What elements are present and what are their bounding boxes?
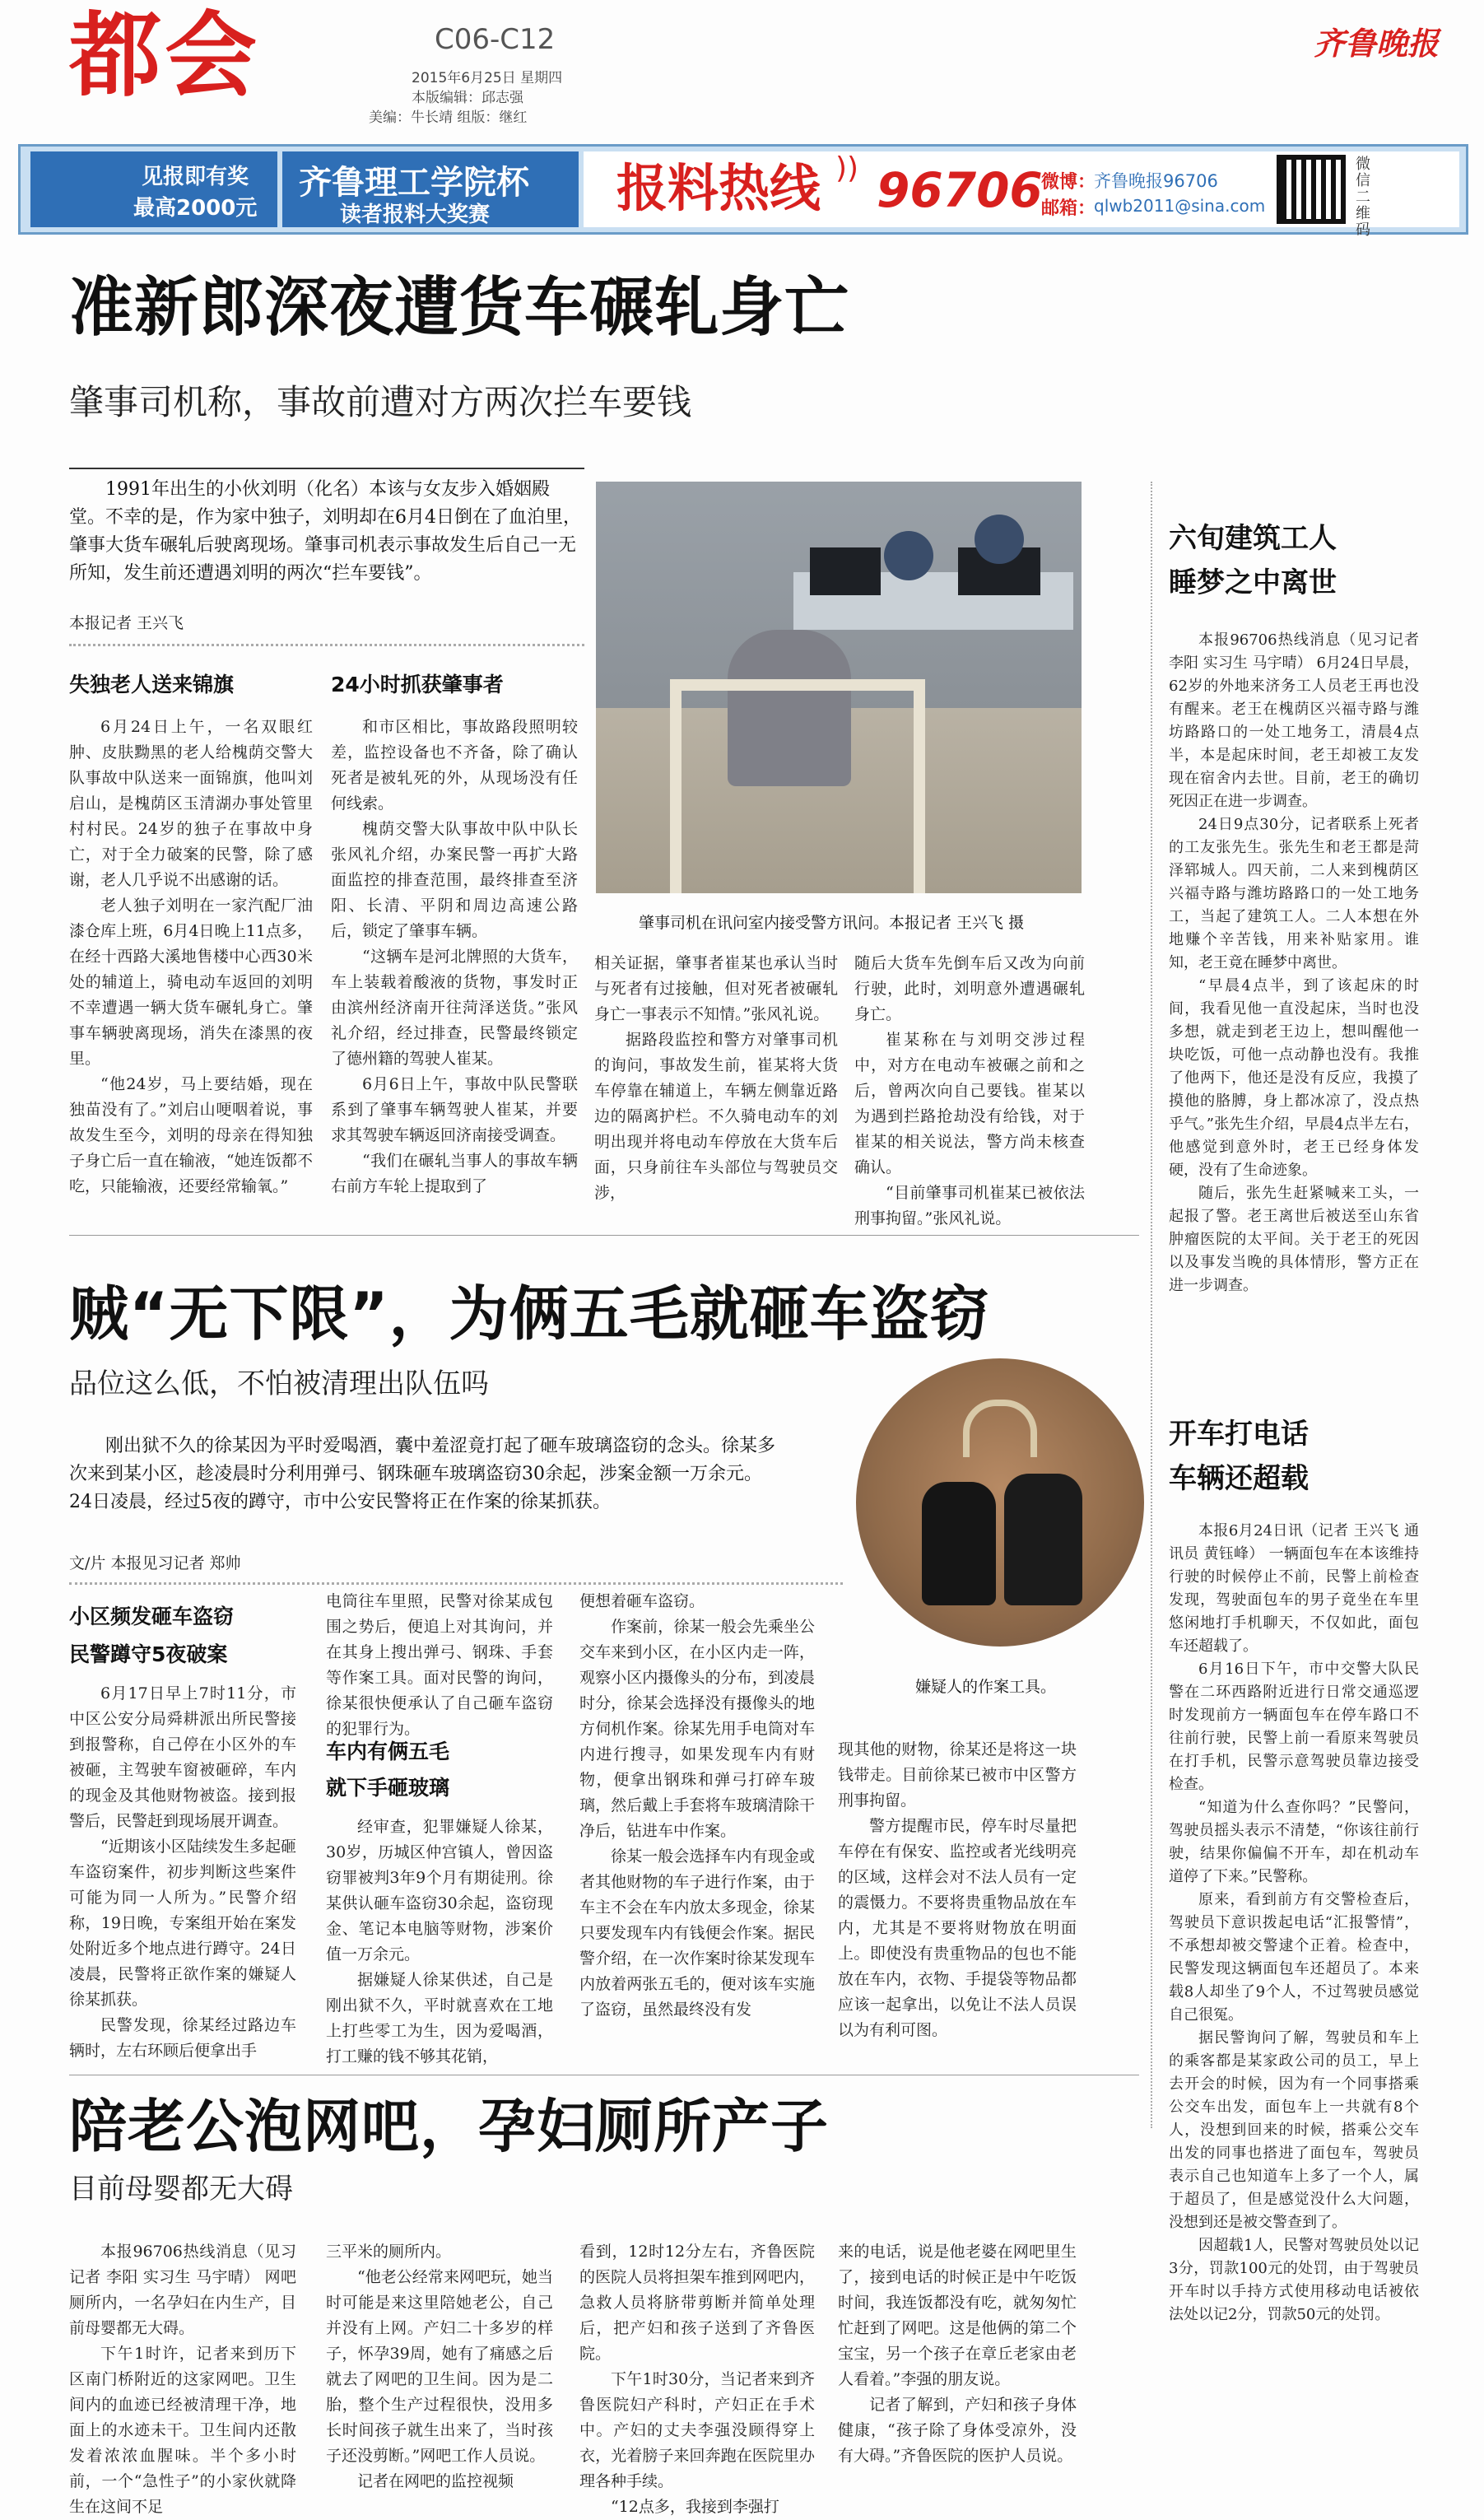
paragraph: 据民警询问了解，驾驶员和车上的乘客都是某家政公司的员工，早上去开会的时候，因为有一个同事搭乘公交车出发，面包车上一共就有8个人，没想到回来的时候，搭乘公交车出发的同事也搭进了面包车，驾驶员表示自己也知道车上多了一个人，属于超员了，但是感觉没什么大问题，没想到还是被交警查到了。 (1169, 2029, 1419, 2231)
story3-byline-rule (69, 1582, 843, 1585)
paragraph: 6月6日上午，事故中队民警联系到了肇事车辆驾驶人崔某，并要求其驾驶车辆返回济南接受调查。 (331, 1075, 578, 1144)
story4-headline-2: 车辆还超载 (1169, 1462, 1309, 1495)
prize-line-1: 见报即有奖 (142, 165, 249, 189)
paragraph: 便想着砸车盗窃。 (579, 1592, 705, 1610)
story3-col2 (326, 1589, 553, 1745)
story1-byline-rule (69, 644, 584, 646)
story5-col4 (838, 2239, 1077, 2503)
paragraph: “他24岁，马上要结婚，现在独苗没有了。”刘启山哽咽着说，事故发生至今，刘明的母亲在得知独子身亡后一直在输液，“她连饭都不吃，只能输液，还要经常输氧。” (69, 1075, 313, 1195)
paragraph: 下午1时30分，当记者来到齐鲁医院妇产科时，产妇正在手术中。产妇的丈夫李强没顾得穿上衣，光着膀子来回奔跑在医院里办理各种手续。 (579, 2370, 815, 2490)
paragraph: 因超载1人，民警对驾驶员处以记3分，罚款100元的处罚，由于驾驶员开车时以手持方式使用移动电话被依法处以记2分，罚款50元的处罚。 (1169, 2237, 1419, 2323)
paragraph: 经审查，犯罪嫌疑人徐某，30岁，历城区仲宫镇人，曾因盗窃罪被判3年9个月有期徒刑。徐某供认砸车盗窃30余起，盗窃现金、笔记本电脑等财物，涉案价值一万余元。 (326, 1818, 553, 1963)
story1-col4 (854, 951, 1085, 1227)
story3-lead: 刚出狱不久的徐某因为平时爱喝酒，囊中羞涩竟打起了砸车玻璃盗窃的念头。徐某多次来到某小区，趁凌晨时分利用弹弓、钢珠砸车玻璃盗窃30余起，涉案金额一万余元。24日凌晨，经过5夜的蹲守，市中公安民警将正在作案的徐某抓获。 (69, 1436, 776, 1512)
prize-box (30, 151, 277, 227)
story1-sub2: 24小时抓获肇事者 (331, 673, 504, 696)
paragraph: 三平米的厕所内。 (326, 2243, 452, 2261)
story1-byline: 本报记者 王兴飞 (69, 614, 184, 632)
story5-col3 (579, 2239, 815, 2516)
officer-1 (884, 531, 933, 580)
story3-deck: 品位这么低，不怕被清理出队伍吗 (69, 1367, 489, 1400)
paragraph: 6月16日下午，市中交警大队民警在二环西路附近进行日常交通巡逻时发现前方一辆面包车在停车路口不往前行驶，民警上前一看原来驾驶员在打手机，民警示意驾驶员靠边接受检查。 (1169, 1661, 1419, 1793)
paragraph: 本报96706热线消息（见习记者 李阳 实习生 马宇晴） 6月24日早晨，62岁的外地来济务工人员老王再也没有醒来。老王在槐荫区兴福寺路与潍坊路路口的一处工地务工，清晨4点半，本是起床时间，老王却被工友发现在宿舍内去世。目前，老王的确切死因正在进一步调查。 (1169, 631, 1419, 810)
paragraph: 6月17日早上7时11分，市中区公安分局舜耕派出所民警接到报警称，自己停在小区外的车被砸，主驾驶车窗被砸碎，车内的现金及其他财物被盗。接到报警后，民警赶到现场展开调查。 (69, 1684, 296, 1830)
qr-code-icon (1277, 155, 1346, 224)
story1-col1 (69, 715, 313, 1195)
paragraph: 据嫌疑人徐某供述，自己是刚出狱不久，平时就喜欢在工地上打些零工为生，因为爱喝酒，打工赚的钱不够其花销， (326, 1971, 553, 2066)
story1-deck: 肇事司机称，事故前遭对方两次拦车要钱 (69, 382, 692, 422)
paragraph: 老人独子刘明在一家汽配厂油漆仓库上班，6月4日晚上11点多，在经十西路大溪地售楼中心西30米处的辅道上，骑电动车返回的刘明不幸遭遇一辆大货车碾轧身亡。肇事车辆驶离现场，消失在漆黑的夜里。 (69, 897, 313, 1068)
story1-col2 (331, 715, 578, 1195)
paragraph: “近期该小区陆续发生多起砸车盗窃案件，初步判断这些案件可能为同一人所为。”民警介绍称，19日晚，专案组开始在案发处附近多个地点进行蹲守。24日凌晨，民警将正欲作案的嫌疑人徐某抓获。 (69, 1838, 296, 2009)
page-range: C06-C12 (435, 23, 556, 56)
monitor-left (810, 547, 881, 595)
paragraph: 随后大货车先倒车后又改为向前行驶，此时，刘明意外遭遇碾轧身亡。 (854, 954, 1085, 1023)
section-title: 都会 (69, 2, 260, 109)
signal-icon: )) (835, 151, 859, 185)
story3-top-rule (69, 1235, 1139, 1236)
paragraph: “他老公经常来网吧玩，她当时可能是来这里陪她老公，自己并没有上网。产妇二十多岁的样子，怀孕39周，她有了痛感之后就去了网吧的卫生间。因为是二胎，整个生产过程很快，没用多长时间孩子就生出来了，当时孩子还没剪断。”网吧工作人员说。 (326, 2268, 553, 2465)
story2-body (1169, 629, 1419, 1362)
story5-headline: 陪老公泡网吧，孕妇厕所产子 (69, 2093, 829, 2160)
issue-date: 2015年6月25日 星期四 (412, 70, 563, 86)
paragraph: 现其他的财物，徐某还是将这一块钱带走。目前徐某已被市中区警方刑事拘留。 (838, 1740, 1077, 1810)
paragraph: 记者了解到，产妇和孩子身体健康，“孩子除了身体受凉外，没有大碍。”齐鲁医院的医护人员说。 (838, 2396, 1077, 2465)
paragraph: 据路段监控和警方对肇事司机的询问，事故发生前，崔某将大货车停靠在辅道上，车辆左侧靠近路边的隔离护栏。不久骑电动车的刘明出现并将电动车停放在大货车后面，只身前往车头部位与驾驶员交涉， (594, 1031, 838, 1202)
story3-col1 (69, 1681, 296, 2068)
paragraph: 作案前，徐某一般会先乘坐公交车来到小区，在小区内走一阵，观察小区内摄像头的分布，到凌晨时分，徐某会选择没有摄像头的地方伺机作案。徐某先用手电筒对车内进行搜寻，如果发现车内有财物，便拿出钢珠和弹弓打碎车玻璃，然后戴上手套将车玻璃清除干净后，钻进车中作案。 (579, 1618, 815, 1840)
paragraph: “目前肇事司机崔某已被依法刑事拘留。”张风礼说。 (854, 1184, 1085, 1227)
paragraph: 原来，看到前方有交警检查后，驾驶员下意识拨起电话“汇报警情”，不承想却被交警逮个正着。检查中，民警发现这辆面包车还超员了。本来载8人却坐了9个人，不过驾驶员感觉自己很冤。 (1169, 1891, 1419, 2024)
story1-lead: 1991年出生的小伙刘明（化名）本该与女友步入婚姻殿堂。不幸的是，作为家中独子，刘明却在6月4日倒在了血泊里，肇事大货车碾轧后驶离现场。肇事司机表示事故发生后自己一无所知，发生前还遭遇刘明的两次“拦车要钱”。 (69, 479, 581, 584)
story3-headline: 贼“无下限”，为俩五毛就砸车盗窃 (69, 1279, 990, 1349)
glove-right (1004, 1474, 1082, 1605)
story3-sub1a: 小区频发砸车盗窃 (69, 1605, 235, 1628)
story5-col1 (69, 2239, 296, 2516)
story1-col3 (594, 951, 838, 1202)
paragraph: “这辆车是河北牌照的大货车，车上装载着酸液的货物，事发时正由滨州经济南开往菏泽送货。”张风礼介绍，经过排查，民警最终锁定了德州籍的驾驶人崔某。 (331, 948, 578, 1068)
story4-body (1169, 1520, 1419, 2466)
paragraph: 徐某一般会选择车内有现金或者其他财物的车子进行作案，由于车主不会在车内放太多现金，徐某只要发现车内有钱便会作案。据民警介绍，在一次作案时徐某发现车内放着两张五毛的，便对该车实施了盗窃，虽然最终没有发 (579, 1847, 815, 2019)
paragraph: 看到，12时12分左右，齐鲁医院的医院人员将担架车推到网吧内，急救人员将脐带剪断并简单处理后，把产妇和孩子送到了齐鲁医院。 (579, 2243, 815, 2363)
story2-headline: 六旬建筑工人 (1169, 522, 1337, 555)
paragraph: 电筒往车里照，民警对徐某成包围之势后，便追上对其询问，并在其身上搜出弹弓、钢珠、手套等作案工具。面对民警的询问，徐某很快便承认了自己砸车盗窃的犯罪行为。 (326, 1592, 553, 1738)
qr-caption: 微信二维码 (1356, 156, 1370, 239)
paragraph: “12点多，我接到李强打 (611, 2498, 779, 2516)
paragraph: 随后，张先生赶紧喊来工头，一起报了警。老王离世后被送至山东省肿瘤医院的太平间。关于老王的死因以及事发当晚的具体情形，警方正在进一步调查。 (1169, 1185, 1419, 1294)
story2-headline-2: 睡梦之中离世 (1169, 566, 1337, 599)
paragraph: 崔某称在与刘明交涉过程中，对方在电动车被碾之前和之后，曾两次向自己要钱。崔某以为遇到拦路抢劫没有给钱，对于崔某的相关说法，警方尚未核查确认。 (854, 1031, 1085, 1176)
story3-photo (856, 1358, 1144, 1647)
paragraph: 槐荫交警大队事故中队中队长张风礼介绍，办案民警一再扩大路面监控的排查范围，最终排查至济阳、长清、平阴和周边高速公路后，锁定了肇事车辆。 (331, 820, 578, 940)
story3-sub1b: 民警蹲守5夜破案 (69, 1642, 228, 1666)
paragraph: “早晨4点半，到了该起床的时间，我看见他一直没起床，当时也没多想，就走到老王边上，想叫醒他一块吃饭，可他一点动静也没有。我推了他两下，他还是没有反应，我摸了摸他的胳膊，身上都冰凉了，没点热乎气。”张先生介绍，早晨4点半左右，他感觉到意外时，老王已经身体发硬，没有了生命迹象。 (1169, 977, 1419, 1179)
paragraph: 警方提醒市民，停车时尽量把车停在有保安、监控或者光线明亮的区域，这样会对不法人员有一定的震慑力。不要将贵重物品放在车内，尤其是不要将财物放在明面上。即使没有贵重物品的包也不能放在车内，衣物、手提袋等物品都应该一起拿出，以免让不法人员误以为有利可图。 (838, 1817, 1077, 2039)
story3-col3 (579, 1589, 815, 2066)
slingshot (963, 1400, 1037, 1457)
weibo-handle: 齐鲁晚报96706 (1094, 171, 1218, 191)
story3-col2b (326, 1814, 553, 2070)
story1-sub1: 失独老人送来锦旗 (69, 673, 235, 696)
story1-photo-caption: 肇事司机在讯问室内接受警方讯问。本报记者 王兴飞 摄 (639, 914, 1025, 932)
chair (670, 679, 925, 893)
contest-box (282, 151, 579, 227)
story1-photo (596, 482, 1082, 893)
email-label: 邮箱： (1041, 198, 1096, 219)
paragraph: 民警发现，徐某经过路边车辆时，左右环顾后便拿出手 (69, 2016, 296, 2060)
paragraph: “我们在碾轧当事人的事故车辆右前方车轮上提取到了 (331, 1152, 578, 1195)
page-editor: 本版编辑：邱志强 (412, 90, 523, 106)
story3-photo-caption: 嫌疑人的作案工具。 (915, 1678, 1057, 1696)
paper-logo: 齐鲁晚报 (1314, 25, 1440, 62)
story3-col4 (838, 1737, 1077, 2066)
contest-subtitle: 读者报料大奖赛 (340, 203, 491, 227)
officer-2 (975, 515, 1024, 564)
story3-sub2b: 就下手砸玻璃 (326, 1776, 450, 1800)
story1-headline: 准新郎深夜遭货车碾轧身亡 (69, 271, 850, 345)
story4-headline: 开车打电话 (1169, 1418, 1309, 1451)
paragraph: 6月24日上午，一名双眼红肿、皮肤黝黑的老人给槐荫交警大队事故中队送来一面锦旗，他叫刘启山，是槐荫区玉清湖办事处管里村村民。24岁的独子在事故中身亡，对于全力破案的民警，除了感谢，老人几乎说不出感谢的话。 (69, 718, 313, 889)
column-divider (1151, 482, 1152, 2128)
email-address: qlwb2011@sina.com (1094, 196, 1266, 216)
glove-left (922, 1482, 996, 1605)
story1-lead-rule (69, 468, 584, 469)
contest-title: 齐鲁理工学院杯 (299, 164, 529, 202)
hotline-banner (18, 144, 1468, 239)
paragraph: 本报96706热线消息（见习记者 李阳 实习生 马宇晴） 网吧厕所内，一名孕妇在内生产，目前母婴都无大碍。 (69, 2243, 296, 2337)
paragraph: 记者在网吧的监控视频 (357, 2472, 514, 2490)
story5-col2 (326, 2239, 553, 2503)
hotline-number: 96706 (877, 162, 1043, 218)
paragraph: 本报6月24日讯（记者 王兴飞 通讯员 黄钰峰） 一辆面包车在本该维持行驶的时候停止不前，民警上前检查发现，驾驶面包车的男子竟坐在车里悠闲地打手机聊天，不仅如此，面包车还超载了。 (1169, 1522, 1419, 1655)
paragraph: 下午1时许，记者来到历下区南门桥附近的这家网吧。卫生间内的血迹已经被清理干净，地面上的水迹未干。卫生间内还散发着浓浓血腥味。半个多小时前，一个“急性子”的小家伙就降生在这间不足 (69, 2345, 296, 2516)
page-design: 美编：牛长靖 组版：继红 (369, 109, 528, 126)
prize-line-2: 最高2000元 (133, 196, 258, 221)
hotline-panel (584, 151, 1459, 239)
story3-sub2a: 车内有俩五毛 (326, 1740, 450, 1763)
paragraph: 24日9点30分，记者联系上死者的工友张先生。张先生和老王都是菏泽郓城人。四天前，二人来到槐荫区兴福寺路与潍坊路路口的一处工地务工，当起了建筑工人。二人本想在外地赚个辛苦钱，用来补贴家用。谁知，老王竟在睡梦中离世。 (1169, 816, 1419, 971)
paragraph: 和市区相比，事故路段照明较差，监控设备也不齐备，除了确认死者是被轧死的外，从现场没有任何线索。 (331, 718, 578, 813)
paragraph: 相关证据，肇事者崔某也承认当时与死者有过接触，但对死者被碾轧身亡一事表示不知情。”张风礼说。 (594, 954, 838, 1023)
paragraph: 来的电话，说是他老婆在网吧里生了，接到电话的时候正是中午吃饭时间，我连饭都没有吃，就匆匆忙忙赶到了网吧。这是他俩的第二个宝宝，另一个孩子在章丘老家由老人看着。”李强的朋友说。 (838, 2243, 1077, 2388)
weibo-label: 微博： (1041, 172, 1096, 193)
paragraph: “知道为什么查你吗？”民警问，驾驶员摇头表示不清楚，“你该往前行驶，结果你偏偏不开车，却在机动车道停了下来。”民警称。 (1169, 1799, 1419, 1885)
hotline-label: 报料热线 (616, 158, 821, 218)
story5-deck: 目前母婴都无大碍 (69, 2173, 293, 2206)
story3-byline: 文/片 本报见习记者 郑帅 (69, 1554, 241, 1572)
